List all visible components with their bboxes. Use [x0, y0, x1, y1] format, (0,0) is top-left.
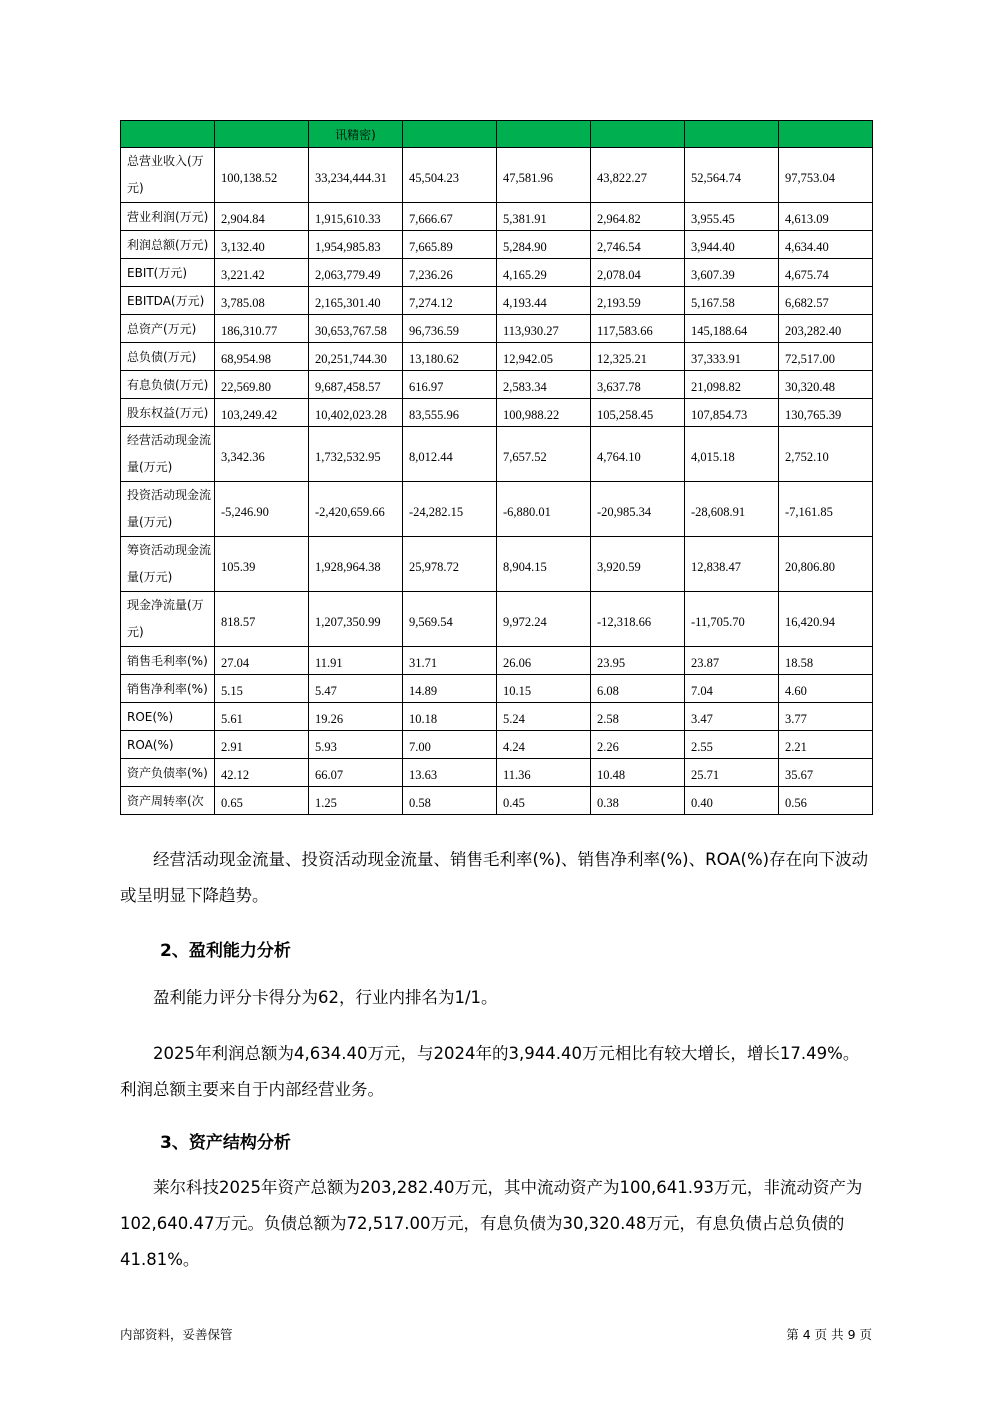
value-cell: 103,249.42 — [215, 399, 309, 427]
table-row — [121, 427, 873, 482]
value-cell: 33,234,444.31 — [309, 148, 403, 203]
table-header-cell — [779, 121, 873, 148]
row-label: 筹资活动现金流量(万元) — [121, 537, 215, 592]
asset-structure-text: 莱尔科技2025年资产总额为203,282.40万元，其中流动资产为100,641.93万元，非流动资产为102,640.47万元。负债总额为72,517.00万元，有息负债为30,320.48万元，有息负债占总负债的41.81%。 — [120, 1178, 863, 1269]
table-row — [121, 287, 873, 315]
value-cell: 72,517.00 — [779, 343, 873, 371]
value-cell: 3.47 — [685, 703, 779, 731]
value-cell: 20,806.80 — [779, 537, 873, 592]
value-cell: 43,822.27 — [591, 148, 685, 203]
value-cell: 7.00 — [403, 731, 497, 759]
value-cell: 2,964.82 — [591, 203, 685, 231]
value-cell: 37,333.91 — [685, 343, 779, 371]
table-header-cell — [685, 121, 779, 148]
row-label: EBITDA(万元) — [121, 287, 215, 315]
value-cell: 25.71 — [685, 759, 779, 787]
value-cell: 0.45 — [497, 787, 591, 815]
value-cell: 6.08 — [591, 675, 685, 703]
value-cell: 107,854.73 — [685, 399, 779, 427]
value-cell: 2,078.04 — [591, 259, 685, 287]
value-cell: 3,607.39 — [685, 259, 779, 287]
table-row — [121, 759, 873, 787]
value-cell: 2,752.10 — [779, 427, 873, 482]
value-cell: 26.06 — [497, 647, 591, 675]
value-cell: 4,764.10 — [591, 427, 685, 482]
value-cell: 97,753.04 — [779, 148, 873, 203]
value-cell: 3,944.40 — [685, 231, 779, 259]
value-cell: 203,282.40 — [779, 315, 873, 343]
value-cell: 10.18 — [403, 703, 497, 731]
value-cell: -24,282.15 — [403, 482, 497, 537]
value-cell: 100,988.22 — [497, 399, 591, 427]
row-label: 资产周转率(次 — [121, 787, 215, 815]
value-cell: 30,320.48 — [779, 371, 873, 399]
value-cell: 9,687,458.57 — [309, 371, 403, 399]
value-cell: 5,284.90 — [497, 231, 591, 259]
value-cell: 4,165.29 — [497, 259, 591, 287]
value-cell: 31.71 — [403, 647, 497, 675]
value-cell: 0.56 — [779, 787, 873, 815]
footer-confidential: 内部资料，妥善保管 — [120, 1327, 233, 1342]
value-cell: 66.07 — [309, 759, 403, 787]
row-label: 总负债(万元) — [121, 343, 215, 371]
asset-structure-paragraph — [120, 1170, 872, 1278]
value-cell: 2,904.84 — [215, 203, 309, 231]
profitability-score-paragraph — [120, 980, 872, 1016]
table-header-cell — [591, 121, 685, 148]
table-header-cell — [497, 121, 591, 148]
row-label: 销售毛利率(%) — [121, 647, 215, 675]
value-cell: 100,138.52 — [215, 148, 309, 203]
value-cell: 7,657.52 — [497, 427, 591, 482]
row-label: 股东权益(万元) — [121, 399, 215, 427]
value-cell: 5,381.91 — [497, 203, 591, 231]
row-label: 现金净流量(万元) — [121, 592, 215, 647]
value-cell: 25,978.72 — [403, 537, 497, 592]
value-cell: 4,613.09 — [779, 203, 873, 231]
value-cell: 9,972.24 — [497, 592, 591, 647]
value-cell: 8,904.15 — [497, 537, 591, 592]
value-cell: 52,564.74 — [685, 148, 779, 203]
table-header-cell: 讯精密) — [309, 121, 403, 148]
row-label: 营业利润(万元) — [121, 203, 215, 231]
value-cell: 4.60 — [779, 675, 873, 703]
financial-comparison-table — [120, 120, 873, 815]
section-heading-asset-structure: 3、资产结构分析 — [160, 1133, 291, 1153]
value-cell: 23.95 — [591, 647, 685, 675]
value-cell: 68,954.98 — [215, 343, 309, 371]
value-cell: 2,165,301.40 — [309, 287, 403, 315]
table-row — [121, 399, 873, 427]
value-cell: 7,236.26 — [403, 259, 497, 287]
value-cell: 18.58 — [779, 647, 873, 675]
row-label: 经营活动现金流量(万元) — [121, 427, 215, 482]
value-cell: 3,785.08 — [215, 287, 309, 315]
value-cell: 21,098.82 — [685, 371, 779, 399]
value-cell: 45,504.23 — [403, 148, 497, 203]
row-label: ROE(%) — [121, 703, 215, 731]
row-label: 资产负债率(%) — [121, 759, 215, 787]
value-cell: 11.91 — [309, 647, 403, 675]
value-cell: 10,402,023.28 — [309, 399, 403, 427]
value-cell: 2,063,779.49 — [309, 259, 403, 287]
value-cell: 186,310.77 — [215, 315, 309, 343]
value-cell: 3,132.40 — [215, 231, 309, 259]
value-cell: 1,207,350.99 — [309, 592, 403, 647]
table-row — [121, 787, 873, 815]
value-cell: 3,342.36 — [215, 427, 309, 482]
value-cell: 1,954,985.83 — [309, 231, 403, 259]
table-header-cell — [215, 121, 309, 148]
value-cell: 5.15 — [215, 675, 309, 703]
value-cell: -2,420,659.66 — [309, 482, 403, 537]
value-cell: 5.61 — [215, 703, 309, 731]
row-label: 投资活动现金流量(万元) — [121, 482, 215, 537]
value-cell: 5,167.58 — [685, 287, 779, 315]
value-cell: 0.65 — [215, 787, 309, 815]
value-cell: 2.58 — [591, 703, 685, 731]
value-cell: 22,569.80 — [215, 371, 309, 399]
value-cell: 1.25 — [309, 787, 403, 815]
value-cell: 3,955.45 — [685, 203, 779, 231]
value-cell: 8,012.44 — [403, 427, 497, 482]
value-cell: 83,555.96 — [403, 399, 497, 427]
value-cell: 30,653,767.58 — [309, 315, 403, 343]
value-cell: 5.24 — [497, 703, 591, 731]
value-cell: 3,637.78 — [591, 371, 685, 399]
table-row — [121, 259, 873, 287]
value-cell: 2.26 — [591, 731, 685, 759]
value-cell: 2.91 — [215, 731, 309, 759]
table-row — [121, 148, 873, 203]
value-cell: -20,985.34 — [591, 482, 685, 537]
row-label: EBIT(万元) — [121, 259, 215, 287]
table-row — [121, 592, 873, 647]
value-cell: 7,274.12 — [403, 287, 497, 315]
value-cell: 13.63 — [403, 759, 497, 787]
value-cell: 818.57 — [215, 592, 309, 647]
table-row — [121, 315, 873, 343]
profit-growth-paragraph — [120, 1036, 872, 1108]
value-cell: -28,608.91 — [685, 482, 779, 537]
value-cell: 3,920.59 — [591, 537, 685, 592]
value-cell: 130,765.39 — [779, 399, 873, 427]
value-cell: 35.67 — [779, 759, 873, 787]
footer-page-number: 第 4 页 共 9 页 — [786, 1327, 872, 1342]
value-cell: 42.12 — [215, 759, 309, 787]
value-cell: 3.77 — [779, 703, 873, 731]
value-cell: -11,705.70 — [685, 592, 779, 647]
table-row — [121, 647, 873, 675]
value-cell: 96,736.59 — [403, 315, 497, 343]
table-row — [121, 482, 873, 537]
value-cell: 4,634.40 — [779, 231, 873, 259]
value-cell: 2,193.59 — [591, 287, 685, 315]
value-cell: 7.04 — [685, 675, 779, 703]
value-cell: 16,420.94 — [779, 592, 873, 647]
table-row — [121, 731, 873, 759]
value-cell: 2.55 — [685, 731, 779, 759]
value-cell: 6,682.57 — [779, 287, 873, 315]
value-cell: 4,675.74 — [779, 259, 873, 287]
value-cell: 7,665.89 — [403, 231, 497, 259]
value-cell: 11.36 — [497, 759, 591, 787]
profitability-score-text: 盈利能力评分卡得分为62，行业内排名为1/1。 — [153, 988, 498, 1007]
value-cell: 5.93 — [309, 731, 403, 759]
value-cell: 3,221.42 — [215, 259, 309, 287]
row-label: ROA(%) — [121, 731, 215, 759]
row-label: 利润总额(万元) — [121, 231, 215, 259]
value-cell: 10.48 — [591, 759, 685, 787]
value-cell: 20,251,744.30 — [309, 343, 403, 371]
value-cell: -6,880.01 — [497, 482, 591, 537]
value-cell: 2,583.34 — [497, 371, 591, 399]
row-label: 销售净利率(%) — [121, 675, 215, 703]
value-cell: 0.38 — [591, 787, 685, 815]
value-cell: 4.24 — [497, 731, 591, 759]
value-cell: 47,581.96 — [497, 148, 591, 203]
value-cell: 27.04 — [215, 647, 309, 675]
value-cell: 1,928,964.38 — [309, 537, 403, 592]
profit-growth-text: 2025年利润总额为4,634.40万元，与2024年的3,944.40万元相比有较大增长，增长17.49%。利润总额主要来自于内部经营业务。 — [120, 1044, 860, 1099]
trend-paragraph — [120, 842, 872, 914]
value-cell: 105,258.45 — [591, 399, 685, 427]
value-cell: 19.26 — [309, 703, 403, 731]
table-row — [121, 343, 873, 371]
value-cell: 10.15 — [497, 675, 591, 703]
value-cell: -7,161.85 — [779, 482, 873, 537]
table-row — [121, 231, 873, 259]
table-row — [121, 703, 873, 731]
value-cell: 12,942.05 — [497, 343, 591, 371]
row-label: 总营业收入(万元) — [121, 148, 215, 203]
section-heading-profitability: 2、盈利能力分析 — [160, 941, 291, 961]
value-cell: 23.87 — [685, 647, 779, 675]
value-cell: 4,015.18 — [685, 427, 779, 482]
value-cell: 14.89 — [403, 675, 497, 703]
row-label: 有息负债(万元) — [121, 371, 215, 399]
table-row — [121, 537, 873, 592]
trend-text: 经营活动现金流量、投资活动现金流量、销售毛利率(%)、销售净利率(%)、ROA(%)存在向下波动或呈明显下降趋势。 — [120, 850, 869, 905]
value-cell: 0.58 — [403, 787, 497, 815]
value-cell: 2.21 — [779, 731, 873, 759]
table-header-row — [121, 121, 873, 148]
value-cell: 5.47 — [309, 675, 403, 703]
value-cell: -12,318.66 — [591, 592, 685, 647]
value-cell: 1,732,532.95 — [309, 427, 403, 482]
value-cell: 145,188.64 — [685, 315, 779, 343]
value-cell: 0.40 — [685, 787, 779, 815]
value-cell: 9,569.54 — [403, 592, 497, 647]
value-cell: 2,746.54 — [591, 231, 685, 259]
value-cell: 12,325.21 — [591, 343, 685, 371]
table-header-cell — [403, 121, 497, 148]
value-cell: 12,838.47 — [685, 537, 779, 592]
value-cell: -5,246.90 — [215, 482, 309, 537]
value-cell: 105.39 — [215, 537, 309, 592]
row-label: 总资产(万元) — [121, 315, 215, 343]
value-cell: 13,180.62 — [403, 343, 497, 371]
value-cell: 113,930.27 — [497, 315, 591, 343]
value-cell: 616.97 — [403, 371, 497, 399]
value-cell: 4,193.44 — [497, 287, 591, 315]
table-row — [121, 203, 873, 231]
value-cell: 1,915,610.33 — [309, 203, 403, 231]
value-cell: 7,666.67 — [403, 203, 497, 231]
table-header-cell — [121, 121, 215, 148]
value-cell: 117,583.66 — [591, 315, 685, 343]
table-row — [121, 675, 873, 703]
table-row — [121, 371, 873, 399]
